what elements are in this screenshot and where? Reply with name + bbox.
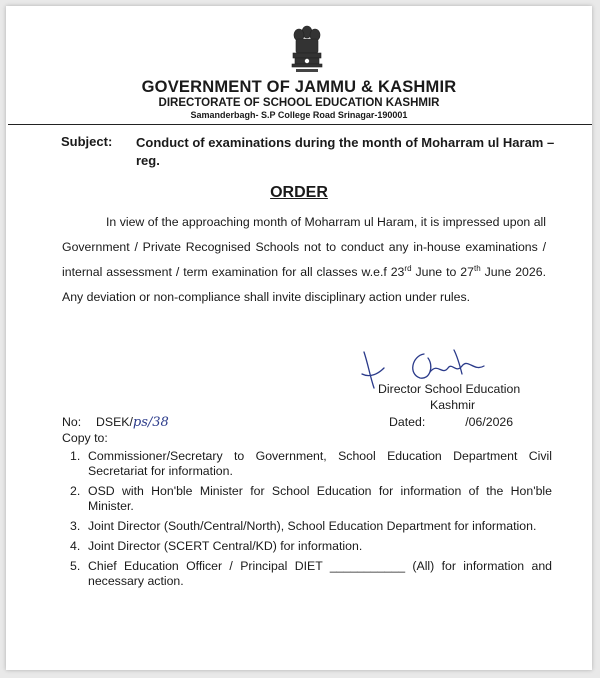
copy-to-label: Copy to: <box>62 431 108 445</box>
header-divider <box>8 124 592 125</box>
order-body-part3: June 2026. Any deviation or non-compliance shall invite disciplinary action under rules. <box>62 265 546 304</box>
reference-number-handwritten: ps/38 <box>132 415 169 430</box>
reference-number-prefix: DSEK/ <box>96 415 133 429</box>
list-item-number: 5. <box>70 559 81 573</box>
government-title: GOVERNMENT OF JAMMU & KASHMIR <box>141 78 457 96</box>
reference-number <box>62 415 169 430</box>
list-item-number: 1. <box>70 449 81 463</box>
list-item <box>62 484 552 514</box>
list-item-number: 2. <box>70 484 81 498</box>
national-emblem-icon <box>287 20 327 76</box>
copy-to-list <box>62 449 552 594</box>
dated-field <box>389 415 513 429</box>
list-item-text: Chief Education Officer / Principal DIET ___________ (All) for information and necessary action. <box>88 559 552 588</box>
list-item <box>62 449 552 479</box>
dated-value: /06/2026 <box>465 415 514 429</box>
office-address: Samanderbagh- S.P College Road Srinagar-190001 <box>190 110 408 120</box>
order-body-part1: In view of the approaching month of Moharram ul Haram, it is impressed upon all Government / Private Recognised Schools not to conduct any in-house examinations / internal assessment / term examination for all classes w.e.f 23 <box>62 215 546 279</box>
ordinal-suffix-th: th <box>473 263 481 273</box>
reference-number-label: No: <box>62 415 82 429</box>
order-heading: ORDER <box>270 184 328 201</box>
list-item <box>62 539 552 554</box>
list-item-text: OSD with Hon'ble Minister for School Education for information of the Hon'ble Minister. <box>88 484 552 513</box>
ordinal-suffix-rd: rd <box>404 263 412 273</box>
list-item <box>62 519 552 534</box>
document-page <box>6 6 592 670</box>
dated-label: Dated: <box>389 415 426 429</box>
list-item-number: 4. <box>70 539 81 553</box>
signatory-location: Kashmir <box>430 398 476 412</box>
list-item-text: Commissioner/Secretary to Government, School Education Department Civil Secretariat for information. <box>88 449 552 478</box>
list-item-text: Joint Director (South/Central/North), School Education Department for information. <box>88 519 537 533</box>
signatory-designation: Director School Education <box>378 382 521 396</box>
order-body-part2: June to 27 <box>411 265 474 279</box>
subject-text: Conduct of examinations during the month of Moharram ul Haram – reg. <box>136 135 555 168</box>
list-item-text: Joint Director (SCERT Central/KD) for information. <box>88 539 363 553</box>
list-item-number: 3. <box>70 519 81 533</box>
subject-label: Subject: <box>61 134 113 149</box>
directorate-title: DIRECTORATE OF SCHOOL EDUCATION KASHMIR <box>158 97 440 109</box>
order-body <box>62 210 546 310</box>
list-item <box>62 559 552 589</box>
